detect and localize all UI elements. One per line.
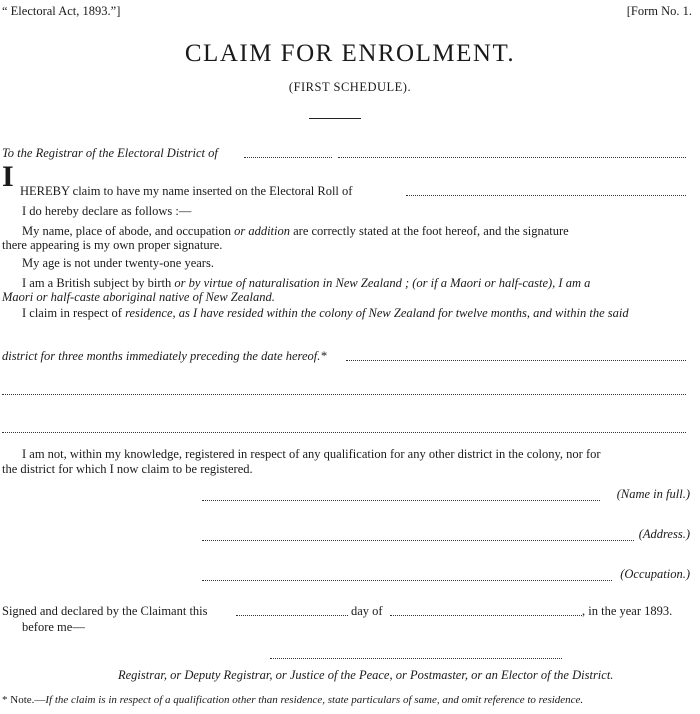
form-number: [Form No. 1. — [626, 4, 692, 18]
page-title: CLAIM FOR ENROLMENT. — [184, 40, 516, 67]
page-subtitle: (FIRST SCHEDULE). — [288, 80, 412, 94]
electoral-roll-blank[interactable] — [406, 195, 686, 196]
footnote-label: * Note.— — [2, 694, 46, 706]
district-blank-1[interactable] — [244, 157, 332, 158]
residence-blank-1[interactable] — [346, 360, 686, 361]
witness-caption: Registrar, or Deputy Registrar, or Justice of the Peace, or Postmaster, or an Elector of the District. — [118, 668, 614, 682]
name-statement-line2: there appearing is my own proper signature. — [2, 238, 223, 252]
name-statement-line1 — [22, 224, 569, 239]
subject-statement-line1 — [22, 276, 590, 291]
address-field-label: (Address.) — [638, 527, 690, 541]
footnote — [2, 694, 583, 706]
act-reference: “ Electoral Act, 1893.”] — [2, 4, 121, 18]
district-blank-2[interactable] — [338, 157, 686, 158]
subject-statement-italic: or by virtue of naturalisation in New Zealand ; (or if a Maori or half-caste), I am a — [174, 276, 591, 290]
name-statement-part1: My name, place of abode, and occupation — [22, 224, 231, 238]
title-divider — [309, 118, 361, 119]
name-statement-italic: or addition — [234, 224, 290, 238]
residence-blank-3[interactable] — [2, 432, 686, 433]
age-statement: My age is not under twenty-one years. — [22, 256, 214, 270]
signed-part3: , in the year 1893. — [582, 604, 673, 618]
residence-statement-italic: residence, as I have resided within the colony of New Zealand for twelve months, and within the said — [125, 306, 629, 320]
not-registered-line2: the district for which I now claim to be registered. — [2, 462, 253, 476]
registrar-line-label: To the Registrar of the Electoral District of — [2, 146, 218, 160]
occupation-field-label: (Occupation.) — [620, 567, 690, 581]
day-blank[interactable] — [236, 615, 348, 616]
subject-statement-line2: Maori or half-caste aboriginal native of New Zealand. — [2, 290, 275, 304]
name-field-blank[interactable] — [202, 500, 600, 501]
footnote-text: If the claim is in respect of a qualification other than residence, state particulars of same, and omit reference to residence. — [45, 694, 584, 706]
signed-part2: day of — [351, 604, 383, 618]
residence-statement-line2: district for three months immediately preceding the date hereof.* — [2, 349, 327, 363]
month-blank[interactable] — [390, 615, 582, 616]
claim-text: HEREBY claim to have my name inserted on the Electoral Roll of — [20, 184, 353, 198]
name-statement-part3: are correctly stated at the foot hereof, and the signature — [293, 224, 569, 238]
signed-line2: before me— — [22, 620, 85, 634]
not-registered-line1: I am not, within my knowledge, registered in respect of any qualification for any other district in the colony, nor for — [22, 447, 601, 461]
residence-statement-line1 — [22, 306, 629, 321]
witness-signature-blank[interactable] — [270, 658, 562, 659]
signed-part1: Signed and declared by the Claimant this — [2, 604, 208, 618]
residence-statement-part1: I claim in respect of — [22, 306, 122, 320]
residence-blank-2[interactable] — [2, 394, 686, 395]
occupation-field-blank[interactable] — [202, 580, 612, 581]
dropcap-letter: I — [2, 160, 14, 193]
address-field-blank[interactable] — [202, 540, 634, 541]
name-field-label: (Name in full.) — [616, 487, 690, 501]
declare-intro: I do hereby declare as follows :— — [22, 204, 192, 218]
subject-statement-part1: I am a British subject by birth — [22, 276, 172, 290]
